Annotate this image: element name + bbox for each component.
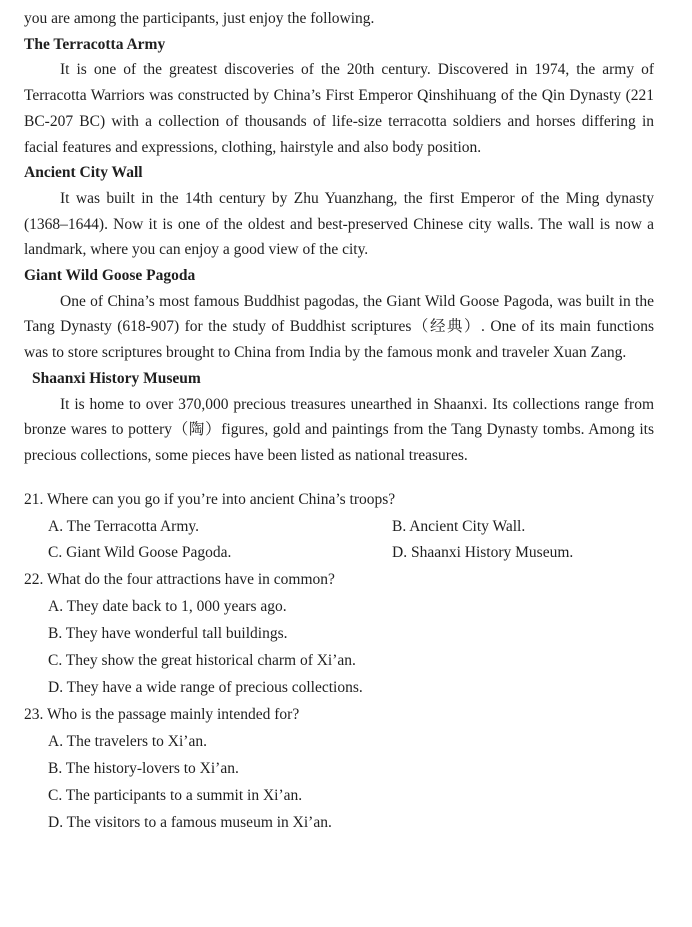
- question-21-option-b: B. Ancient City Wall.: [392, 517, 526, 535]
- question-21-option-c: C. Giant Wild Goose Pagoda.: [48, 544, 232, 562]
- question-22-option-a: A. They date back to 1, 000 years ago.: [48, 598, 287, 616]
- section-text-shaanxi-history-museum: It is home to over 370,000 precious treasures unearthed in Shaanxi. Its collections range from bronze wares to pottery（陶）figures, gold and paintings from the Tang Dynasty tombs. Among its precious collections, some pieces have been listed as national treasures.: [24, 395, 654, 464]
- question-23-option-a: A. The travelers to Xi’an.: [48, 732, 207, 750]
- section-text-ancient-city-wall: It was built in the 14th century by Zhu Yuanzhang, the first Emperor of the Ming dynasty (1368–1644). Now it is one of the oldest and best-preserved Chinese city walls. The wall is now a landmark, where you can enjoy a good view of the city.: [24, 189, 654, 259]
- question-22-option-c: C. They show the great historical charm of Xi’an.: [48, 652, 356, 670]
- section-text-terracotta-army: It is one of the greatest discoveries of the 20th century. Discovered in 1974, the army of Terracotta Warriors was constructed by China’s First Emperor Qinshihuang of the Qin Dynasty (221 BC-207 BC) with a collection of thousands of life-size terracotta soldiers and horses differing in facial features and expressions, clothing, hairstyle and also body position.: [24, 61, 654, 156]
- question-21-option-d: D. Shaanxi History Museum.: [392, 544, 574, 562]
- section-title-terracotta-army: The Terracotta Army: [24, 35, 166, 53]
- question-23-option-c: C. The participants to a summit in Xi’an.: [48, 786, 303, 804]
- question-21-options-row2: [24, 540, 654, 567]
- question-21-stem: 21. Where can you go if you’re into ancient China’s troops?: [24, 490, 396, 508]
- section-title-giant-wild-goose-pagoda: Giant Wild Goose Pagoda: [24, 267, 196, 285]
- section-title-ancient-city-wall: Ancient City Wall: [24, 164, 143, 182]
- section-title-shaanxi-history-museum: Shaanxi History Museum: [32, 369, 201, 387]
- question-22-option-d: D. They have a wide range of precious collections.: [48, 679, 363, 696]
- question-22-option-b: B. They have wonderful tall buildings.: [48, 625, 288, 643]
- question-23-option-b: B. The history-lovers to Xi’an.: [48, 759, 239, 777]
- question-23-option-d: D. The visitors to a famous museum in Xi’an.: [48, 813, 332, 831]
- document-page: [24, 6, 654, 836]
- section-text-giant-wild-goose-pagoda: One of China’s most famous Buddhist pagodas, the Giant Wild Goose Pagoda, was built in the Tang Dynasty (618-907) for the study of Buddhist scriptures（经典）. One of its main functions was to store scriptures brought to China from India by the famous monk and traveler Xuan Zang.: [24, 292, 654, 362]
- question-21-option-a: A. The Terracotta Army.: [48, 517, 199, 535]
- intro-text: you are among the participants, just enjoy the following.: [24, 10, 375, 27]
- question-21-options-row1: [24, 514, 654, 541]
- question-22-stem: 22. What do the four attractions have in common?: [24, 571, 335, 589]
- question-23-stem: 23. Who is the passage mainly intended for?: [24, 705, 300, 723]
